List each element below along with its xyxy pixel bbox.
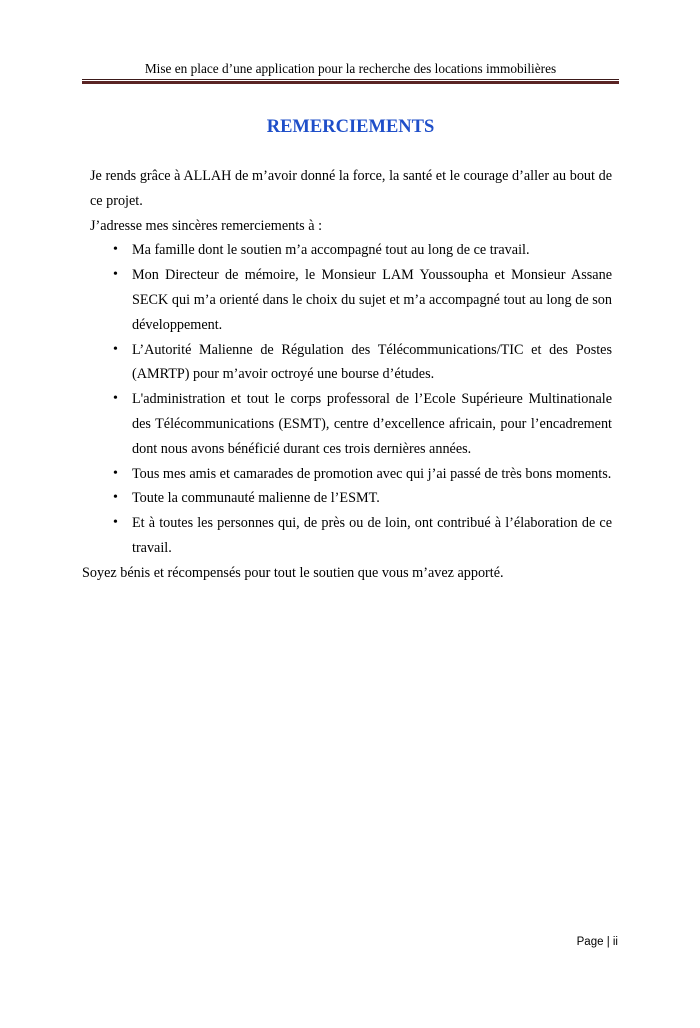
running-header: Mise en place d’une application pour la recherche des locations immobilières [144,61,557,76]
bullet-icon: • [113,515,118,531]
thanks-list [82,238,612,560]
closing-paragraph: Soyez bénis et récompensés pour tout le soutien que vous m’avez apporté. [82,564,504,581]
header-rule-thin [82,79,619,80]
bullet-icon: • [113,465,118,481]
header-rule-thick [82,81,619,84]
bullet-icon: • [113,490,118,506]
bullet-icon: • [113,341,118,357]
list-item-text: Et à toutes les personnes qui, de près ou de loin, ont contribué à l’élaboration de ce travail. [132,515,612,556]
bullet-icon: • [113,391,118,407]
acknowledgements-body [82,164,612,586]
intro-paragraph: Je rends grâce à ALLAH de m’avoir donné la force, la santé et le courage d’aller au bout de ce projet. [90,168,612,209]
list-item-text: L’Autorité Malienne de Régulation des Télécommunications/TIC et des Postes (AMRTP) pour m’avoir octroyé une bourse d’études. [132,341,612,383]
intro-lead-in: J’adresse mes sincères remerciements à : [90,217,323,234]
list-item [82,387,612,461]
page-heading: REMERCIEMENTS [266,117,435,137]
list-item-text: L'administration et tout le corps professoral de l’Ecole Supérieure Multinationale des Télécommunications (ESMT), centre d’excellence africain, pour l’encadrement dont nous avons bénéficié durant ces trois dernières années. [132,391,612,457]
list-item [82,462,612,487]
list-item [82,263,612,337]
page-number: Page | ii [576,936,618,948]
bullet-icon: • [113,242,118,258]
list-item-text: Ma famille dont le soutien m’a accompagné tout au long de ce travail. [132,242,530,259]
list-item [82,338,612,388]
list-item [82,238,612,263]
list-item-text: Mon Directeur de mémoire, le Monsieur LAM Youssoupha et Monsieur Assane SECK qui m’a orienté dans le choix du sujet et m’a accompagné tout au long de son développement. [132,267,612,333]
list-item [82,511,612,561]
list-item-text: Toute la communauté malienne de l’ESMT. [132,490,380,507]
list-item [82,486,612,511]
bullet-icon: • [113,267,118,283]
list-item-text: Tous mes amis et camarades de promotion avec qui j’ai passé de très bons moments. [132,465,612,482]
